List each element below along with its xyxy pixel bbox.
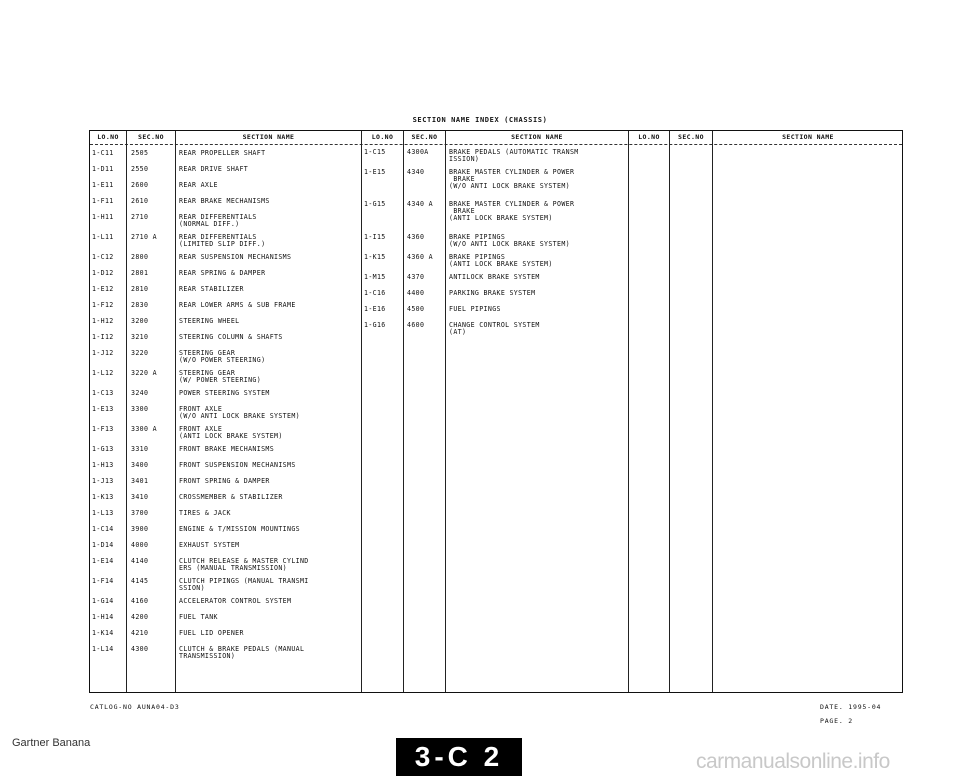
- page-label: PAGE. 2: [820, 717, 853, 725]
- cell-lo: 1-C13: [92, 389, 114, 397]
- cell-sec: 3200: [131, 317, 149, 325]
- cell-name: REAR DRIVE SHAFT: [179, 165, 249, 173]
- cell-name: STEERING GEAR (W/ POWER STEERING): [179, 369, 262, 384]
- column-divider: [669, 131, 670, 692]
- cell-sec: 2800: [131, 253, 149, 261]
- cell-sec: 4400: [407, 289, 425, 297]
- cell-lo: 1-D14: [92, 541, 114, 549]
- cell-lo: 1-L13: [92, 509, 114, 517]
- cell-sec: 2810: [131, 285, 149, 293]
- cell-name: STEERING GEAR (W/O POWER STEERING): [179, 349, 266, 364]
- column-divider: [175, 131, 176, 692]
- cell-name: REAR SPRING & DAMPER: [179, 269, 266, 277]
- header-lo-3: LO.NO: [638, 133, 660, 141]
- cell-lo: 1-C12: [92, 253, 114, 261]
- cell-sec: 3310: [131, 445, 149, 453]
- index-table: [89, 130, 903, 693]
- cell-lo: 1-C11: [92, 149, 114, 157]
- cell-name: FUEL LID OPENER: [179, 629, 244, 637]
- cell-name: BRAKE PIPINGS (ANTI LOCK BRAKE SYSTEM): [449, 253, 553, 268]
- cell-sec: 3300: [131, 405, 149, 413]
- cell-lo: 1-K15: [364, 253, 386, 261]
- cell-sec: 4340: [407, 168, 425, 176]
- cell-sec: 2610: [131, 197, 149, 205]
- cell-name: ENGINE & T/MISSION MOUNTINGS: [179, 525, 300, 533]
- cell-sec: 4000: [131, 541, 149, 549]
- cell-sec: 3410: [131, 493, 149, 501]
- cell-lo: 1-G14: [92, 597, 114, 605]
- cell-name: EXHAUST SYSTEM: [179, 541, 240, 549]
- cell-lo: 1-L11: [92, 233, 114, 241]
- cell-sec: 2801: [131, 269, 149, 277]
- cell-sec: 4370: [407, 273, 425, 281]
- cell-sec: 4360 A: [407, 253, 433, 261]
- cell-lo: 1-F14: [92, 577, 114, 585]
- cell-sec: 4500: [407, 305, 425, 313]
- cell-lo: 1-C15: [364, 148, 386, 156]
- cell-lo: 1-H13: [92, 461, 114, 469]
- cell-sec: 4360: [407, 233, 425, 241]
- cell-lo: 1-E15: [364, 168, 386, 176]
- cell-sec: 4300: [131, 645, 149, 653]
- cell-name: BRAKE MASTER CYLINDER & POWER BRAKE (ANTI LOCK BRAKE SYSTEM): [449, 200, 575, 222]
- cell-name: REAR LOWER ARMS & SUB FRAME: [179, 301, 296, 309]
- header-lo-2: LO.NO: [371, 133, 394, 141]
- cell-sec: 4145: [131, 577, 149, 585]
- cell-name: CROSSMEMBER & STABILIZER: [179, 493, 283, 501]
- header-name-2: SECTION NAME: [511, 133, 563, 141]
- cell-name: FRONT BRAKE MECHANISMS: [179, 445, 275, 453]
- column-divider: [126, 131, 127, 692]
- cell-name: REAR PROPELLER SHAFT: [179, 149, 266, 157]
- cell-sec: 3300 A: [131, 425, 157, 433]
- cell-sec: 3700: [131, 509, 149, 517]
- cell-sec: 3400: [131, 461, 149, 469]
- catalog-number: CATLOG-NO AUNA04-D3: [90, 703, 180, 711]
- cell-sec: 3220 A: [131, 369, 157, 377]
- cell-name: REAR DIFFERENTIALS (NORMAL DIFF.): [179, 213, 257, 228]
- cell-name: REAR STABILIZER: [179, 285, 244, 293]
- cell-lo: 1-H14: [92, 613, 114, 621]
- cell-name: CLUTCH PIPINGS (MANUAL TRANSMI SSION): [179, 577, 309, 592]
- cell-lo: 1-H11: [92, 213, 114, 221]
- cell-lo: 1-E11: [92, 181, 114, 189]
- cell-sec: 2710 A: [131, 233, 157, 241]
- cell-name: STEERING WHEEL: [179, 317, 240, 325]
- cell-name: FUEL TANK: [179, 613, 218, 621]
- cell-sec: 3401: [131, 477, 149, 485]
- cell-lo: 1-H12: [92, 317, 114, 325]
- header-lo-1: LO.NO: [97, 133, 119, 141]
- cell-lo: 1-M15: [364, 273, 386, 281]
- cell-lo: 1-F11: [92, 197, 114, 205]
- cell-name: CLUTCH & BRAKE PEDALS (MANUAL TRANSMISSION): [179, 645, 305, 660]
- cell-name: TIRES & JACK: [179, 509, 231, 517]
- column-divider: [361, 131, 362, 692]
- header-sec-1: SEC.NO: [138, 133, 164, 141]
- cell-sec: 3220: [131, 349, 149, 357]
- column-divider: [403, 131, 404, 692]
- page-title: SECTION NAME INDEX (CHASSIS): [412, 116, 548, 124]
- cell-lo: 1-K14: [92, 629, 114, 637]
- cell-name: POWER STEERING SYSTEM: [179, 389, 270, 397]
- cell-name: REAR SUSPENSION MECHANISMS: [179, 253, 292, 261]
- header-name-1: SECTION NAME: [242, 133, 295, 141]
- cell-name: REAR DIFFERENTIALS (LIMITED SLIP DIFF.): [179, 233, 266, 248]
- cell-name: BRAKE MASTER CYLINDER & POWER BRAKE (W/O ANTI LOCK BRAKE SYSTEM): [449, 168, 575, 190]
- cell-lo: 1-E14: [92, 557, 114, 565]
- cell-sec: 3210: [131, 333, 149, 341]
- cell-name: REAR BRAKE MECHANISMS: [179, 197, 270, 205]
- cell-name: BRAKE PEDALS (AUTOMATIC TRANSM ISSION): [449, 148, 579, 163]
- cell-sec: 4200: [131, 613, 149, 621]
- cell-sec: 2710: [131, 213, 149, 221]
- cell-name: CHANGE CONTROL SYSTEM (AT): [449, 321, 540, 336]
- header-sec-3: SEC.NO: [678, 133, 704, 141]
- watermark-right: carmanualsonline.info: [696, 750, 890, 773]
- cell-sec: 4140: [131, 557, 149, 565]
- cell-name: ANTILOCK BRAKE SYSTEM: [449, 273, 540, 281]
- cell-name: CLUTCH RELEASE & MASTER CYLIND ERS (MANUAL TRANSMISSION): [179, 557, 309, 572]
- cell-name: FRONT AXLE (W/O ANTI LOCK BRAKE SYSTEM): [179, 405, 300, 420]
- cell-sec: 4600: [407, 321, 425, 329]
- cell-sec: 2600: [131, 181, 149, 189]
- date-label: DATE. 1995-04: [820, 703, 882, 711]
- column-divider: [445, 131, 446, 692]
- cell-lo: 1-C16: [364, 289, 386, 297]
- cell-name: REAR AXLE: [179, 181, 218, 189]
- cell-lo: 1-K13: [92, 493, 114, 501]
- cell-lo: 1-D11: [92, 165, 114, 173]
- cell-lo: 1-I12: [92, 333, 114, 341]
- cell-lo: 1-F13: [92, 425, 114, 433]
- cell-lo: 1-D12: [92, 269, 114, 277]
- cell-sec: 4210: [131, 629, 149, 637]
- cell-sec: 2550: [131, 165, 149, 173]
- cell-sec: 2830: [131, 301, 149, 309]
- cell-sec: 4300A: [407, 148, 429, 156]
- column-divider: [628, 131, 629, 692]
- cell-sec: 3900: [131, 525, 149, 533]
- cell-sec: 3240: [131, 389, 149, 397]
- cell-name: PARKING BRAKE SYSTEM: [449, 289, 536, 297]
- cell-lo: 1-G15: [364, 200, 386, 208]
- cell-sec: 4160: [131, 597, 149, 605]
- column-divider: [712, 131, 713, 692]
- header-name-3: SECTION NAME: [782, 133, 834, 141]
- cell-lo: 1-E16: [364, 305, 386, 313]
- cell-lo: 1-L12: [92, 369, 114, 377]
- cell-lo: 1-F12: [92, 301, 114, 309]
- cell-name: FRONT SPRING & DAMPER: [179, 477, 270, 485]
- cell-lo: 1-G13: [92, 445, 114, 453]
- page-number: 3-C 2: [414, 741, 504, 772]
- cell-sec: 4340 A: [407, 200, 433, 208]
- cell-lo: 1-J13: [92, 477, 114, 485]
- cell-lo: 1-E13: [92, 405, 114, 413]
- cell-name: FRONT SUSPENSION MECHANISMS: [179, 461, 296, 469]
- cell-name: STEERING COLUMN & SHAFTS: [179, 333, 283, 341]
- cell-name: BRAKE PIPINGS (W/O ANTI LOCK BRAKE SYSTEM): [449, 233, 570, 248]
- cell-lo: 1-J12: [92, 349, 114, 357]
- watermark-left: Gartner Banana: [12, 737, 91, 749]
- cell-lo: 1-I15: [364, 233, 386, 241]
- header-divider: [90, 144, 902, 145]
- cell-name: FUEL PIPINGS: [449, 305, 501, 313]
- cell-name: ACCELERATOR CONTROL SYSTEM: [179, 597, 292, 605]
- cell-lo: 1-L14: [92, 645, 114, 653]
- cell-lo: 1-E12: [92, 285, 114, 293]
- cell-lo: 1-G16: [364, 321, 386, 329]
- cell-name: FRONT AXLE (ANTI LOCK BRAKE SYSTEM): [179, 425, 283, 440]
- cell-lo: 1-C14: [92, 525, 114, 533]
- header-sec-2: SEC.NO: [411, 133, 438, 141]
- cell-sec: 2505: [131, 149, 149, 157]
